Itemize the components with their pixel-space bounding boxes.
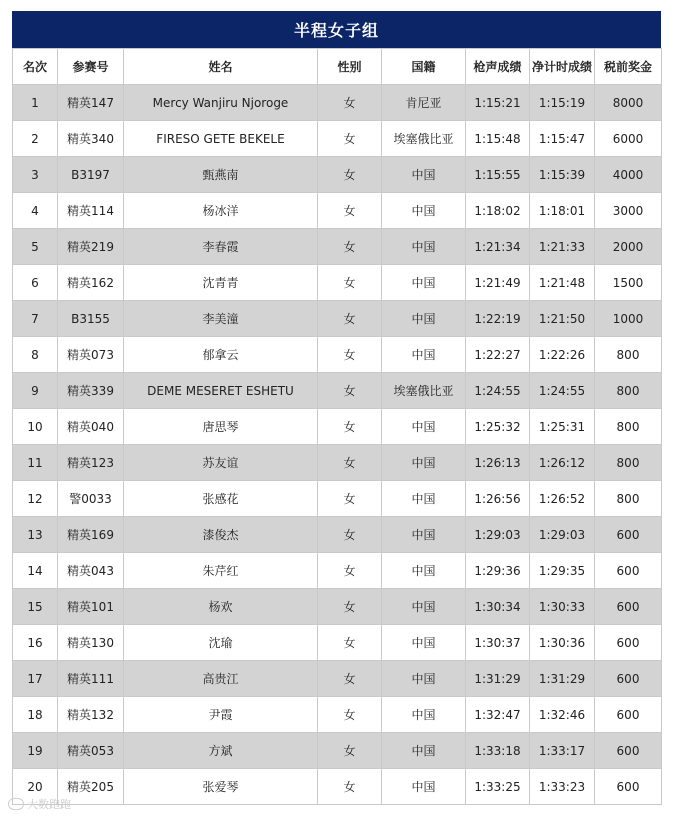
nationality-cell: 中国: [382, 301, 466, 337]
net-time-cell: 1:31:29: [530, 661, 595, 697]
gun-time-cell: 1:24:55: [466, 373, 530, 409]
table-row: [13, 769, 662, 805]
bib-cell: 精英111: [58, 661, 124, 697]
rank-cell: 13: [13, 517, 58, 553]
gender-cell: 女: [318, 85, 382, 121]
bib-cell: 精英132: [58, 697, 124, 733]
name-cell: 甄燕南: [124, 157, 318, 193]
rank-cell: 11: [13, 445, 58, 481]
name-cell: 朱芹红: [124, 553, 318, 589]
rank-cell: 15: [13, 589, 58, 625]
rank-cell: 14: [13, 553, 58, 589]
column-header-nationality: 国籍: [382, 49, 466, 85]
gender-cell: 女: [318, 373, 382, 409]
name-cell: Mercy Wanjiru Njoroge: [124, 85, 318, 121]
net-time-cell: 1:21:33: [530, 229, 595, 265]
gun-time-cell: 1:22:27: [466, 337, 530, 373]
column-header-prize: 税前奖金: [595, 49, 662, 85]
gun-time-cell: 1:31:29: [466, 661, 530, 697]
table-row: [13, 733, 662, 769]
rank-cell: 6: [13, 265, 58, 301]
rank-cell: 17: [13, 661, 58, 697]
rank-cell: 12: [13, 481, 58, 517]
nationality-cell: 中国: [382, 481, 466, 517]
table-row: [13, 337, 662, 373]
bib-cell: 精英114: [58, 193, 124, 229]
gun-time-cell: 1:30:34: [466, 589, 530, 625]
gun-time-cell: 1:26:13: [466, 445, 530, 481]
table-title: 半程女子组: [12, 11, 661, 48]
prize-cell: 600: [595, 733, 662, 769]
net-time-cell: 1:29:35: [530, 553, 595, 589]
gender-cell: 女: [318, 553, 382, 589]
net-time-cell: 1:18:01: [530, 193, 595, 229]
prize-cell: 600: [595, 697, 662, 733]
table-row: [13, 193, 662, 229]
name-cell: 杨欢: [124, 589, 318, 625]
nationality-cell: 中国: [382, 589, 466, 625]
net-time-cell: 1:33:17: [530, 733, 595, 769]
rank-cell: 4: [13, 193, 58, 229]
table-row: [13, 589, 662, 625]
table-row: [13, 661, 662, 697]
gun-time-cell: 1:21:34: [466, 229, 530, 265]
bib-cell: 精英147: [58, 85, 124, 121]
rank-cell: 7: [13, 301, 58, 337]
net-time-cell: 1:22:26: [530, 337, 595, 373]
nationality-cell: 中国: [382, 517, 466, 553]
rank-cell: 20: [13, 769, 58, 805]
nationality-cell: 中国: [382, 625, 466, 661]
column-header-rank: 名次: [13, 49, 58, 85]
prize-cell: 1000: [595, 301, 662, 337]
nationality-cell: 中国: [382, 337, 466, 373]
bib-cell: 警0033: [58, 481, 124, 517]
gender-cell: 女: [318, 481, 382, 517]
bib-cell: 精英219: [58, 229, 124, 265]
prize-cell: 800: [595, 337, 662, 373]
nationality-cell: 中国: [382, 157, 466, 193]
name-cell: 方斌: [124, 733, 318, 769]
net-time-cell: 1:30:36: [530, 625, 595, 661]
net-time-cell: 1:15:47: [530, 121, 595, 157]
rank-cell: 8: [13, 337, 58, 373]
name-cell: 杨冰洋: [124, 193, 318, 229]
name-cell: 尹霞: [124, 697, 318, 733]
name-cell: 高贵江: [124, 661, 318, 697]
gun-time-cell: 1:22:19: [466, 301, 530, 337]
gender-cell: 女: [318, 733, 382, 769]
bib-cell: 精英162: [58, 265, 124, 301]
nationality-cell: 中国: [382, 229, 466, 265]
nationality-cell: 中国: [382, 661, 466, 697]
net-time-cell: 1:15:39: [530, 157, 595, 193]
net-time-cell: 1:30:33: [530, 589, 595, 625]
column-header-name: 姓名: [124, 49, 318, 85]
net-time-cell: 1:25:31: [530, 409, 595, 445]
table-row: [13, 265, 662, 301]
prize-cell: 600: [595, 553, 662, 589]
nationality-cell: 中国: [382, 445, 466, 481]
gender-cell: 女: [318, 121, 382, 157]
gender-cell: 女: [318, 193, 382, 229]
nationality-cell: 中国: [382, 193, 466, 229]
name-cell: 苏友谊: [124, 445, 318, 481]
rank-cell: 3: [13, 157, 58, 193]
table-row: [13, 301, 662, 337]
prize-cell: 600: [595, 769, 662, 805]
nationality-cell: 中国: [382, 409, 466, 445]
table-body: [13, 85, 662, 805]
prize-cell: 600: [595, 517, 662, 553]
table-row: [13, 229, 662, 265]
nationality-cell: 中国: [382, 733, 466, 769]
results-table: [12, 48, 662, 805]
name-cell: 唐思琴: [124, 409, 318, 445]
bib-cell: 精英101: [58, 589, 124, 625]
bib-cell: 精英169: [58, 517, 124, 553]
name-cell: 李美潼: [124, 301, 318, 337]
name-cell: 张感花: [124, 481, 318, 517]
column-header-net-time: 净计时成绩: [530, 49, 595, 85]
gender-cell: 女: [318, 589, 382, 625]
bib-cell: 精英130: [58, 625, 124, 661]
column-header-bib: 参赛号: [58, 49, 124, 85]
table-row: [13, 121, 662, 157]
gun-time-cell: 1:29:36: [466, 553, 530, 589]
rank-cell: 16: [13, 625, 58, 661]
net-time-cell: 1:29:03: [530, 517, 595, 553]
bib-cell: 精英073: [58, 337, 124, 373]
gender-cell: 女: [318, 697, 382, 733]
table-row: [13, 157, 662, 193]
net-time-cell: 1:24:55: [530, 373, 595, 409]
watermark-text: 大数跑跑: [27, 798, 71, 811]
nationality-cell: 中国: [382, 769, 466, 805]
gun-time-cell: 1:32:47: [466, 697, 530, 733]
prize-cell: 3000: [595, 193, 662, 229]
gender-cell: 女: [318, 517, 382, 553]
net-time-cell: 1:26:12: [530, 445, 595, 481]
gun-time-cell: 1:15:55: [466, 157, 530, 193]
prize-cell: 8000: [595, 85, 662, 121]
prize-cell: 800: [595, 373, 662, 409]
rank-cell: 10: [13, 409, 58, 445]
nationality-cell: 中国: [382, 697, 466, 733]
prize-cell: 600: [595, 661, 662, 697]
nationality-cell: 肯尼亚: [382, 85, 466, 121]
column-header-gender: 性别: [318, 49, 382, 85]
gender-cell: 女: [318, 337, 382, 373]
nationality-cell: 埃塞俄比亚: [382, 373, 466, 409]
table-row: [13, 85, 662, 121]
gun-time-cell: 1:33:18: [466, 733, 530, 769]
name-cell: 漆俊杰: [124, 517, 318, 553]
column-header-gun-time: 枪声成绩: [466, 49, 530, 85]
watermark-logo-icon: [8, 798, 24, 810]
net-time-cell: 1:15:19: [530, 85, 595, 121]
name-cell: 郁拿云: [124, 337, 318, 373]
nationality-cell: 埃塞俄比亚: [382, 121, 466, 157]
gender-cell: 女: [318, 625, 382, 661]
gender-cell: 女: [318, 229, 382, 265]
bib-cell: B3197: [58, 157, 124, 193]
net-time-cell: 1:21:50: [530, 301, 595, 337]
gun-time-cell: 1:15:21: [466, 85, 530, 121]
name-cell: 沈青青: [124, 265, 318, 301]
bib-cell: B3155: [58, 301, 124, 337]
bib-cell: 精英040: [58, 409, 124, 445]
table-row: [13, 481, 662, 517]
table-row: [13, 553, 662, 589]
gun-time-cell: 1:33:25: [466, 769, 530, 805]
name-cell: 沈瑜: [124, 625, 318, 661]
gender-cell: 女: [318, 445, 382, 481]
prize-cell: 4000: [595, 157, 662, 193]
prize-cell: 6000: [595, 121, 662, 157]
bib-cell: 精英043: [58, 553, 124, 589]
rank-cell: 18: [13, 697, 58, 733]
net-time-cell: 1:26:52: [530, 481, 595, 517]
prize-cell: 600: [595, 589, 662, 625]
prize-cell: 1500: [595, 265, 662, 301]
rank-cell: 2: [13, 121, 58, 157]
gender-cell: 女: [318, 409, 382, 445]
table-row: [13, 625, 662, 661]
table-row: [13, 409, 662, 445]
gender-cell: 女: [318, 769, 382, 805]
gender-cell: 女: [318, 661, 382, 697]
prize-cell: 800: [595, 445, 662, 481]
name-cell: DEME MESERET ESHETU: [124, 373, 318, 409]
watermark: [8, 796, 71, 812]
results-table-container: [12, 11, 661, 805]
prize-cell: 600: [595, 625, 662, 661]
bib-cell: 精英205: [58, 769, 124, 805]
name-cell: FIRESO GETE BEKELE: [124, 121, 318, 157]
nationality-cell: 中国: [382, 265, 466, 301]
rank-cell: 19: [13, 733, 58, 769]
prize-cell: 800: [595, 481, 662, 517]
header-row: [13, 49, 662, 85]
table-row: [13, 697, 662, 733]
gun-time-cell: 1:18:02: [466, 193, 530, 229]
table-row: [13, 517, 662, 553]
bib-cell: 精英123: [58, 445, 124, 481]
gender-cell: 女: [318, 265, 382, 301]
prize-cell: 800: [595, 409, 662, 445]
gender-cell: 女: [318, 157, 382, 193]
gun-time-cell: 1:15:48: [466, 121, 530, 157]
net-time-cell: 1:21:48: [530, 265, 595, 301]
gender-cell: 女: [318, 301, 382, 337]
rank-cell: 5: [13, 229, 58, 265]
gun-time-cell: 1:25:32: [466, 409, 530, 445]
bib-cell: 精英339: [58, 373, 124, 409]
gun-time-cell: 1:30:37: [466, 625, 530, 661]
nationality-cell: 中国: [382, 553, 466, 589]
gun-time-cell: 1:26:56: [466, 481, 530, 517]
table-row: [13, 373, 662, 409]
gun-time-cell: 1:29:03: [466, 517, 530, 553]
rank-cell: 9: [13, 373, 58, 409]
net-time-cell: 1:32:46: [530, 697, 595, 733]
gun-time-cell: 1:21:49: [466, 265, 530, 301]
bib-cell: 精英340: [58, 121, 124, 157]
name-cell: 李春霞: [124, 229, 318, 265]
rank-cell: 1: [13, 85, 58, 121]
net-time-cell: 1:33:23: [530, 769, 595, 805]
table-row: [13, 445, 662, 481]
bib-cell: 精英053: [58, 733, 124, 769]
name-cell: 张爱琴: [124, 769, 318, 805]
prize-cell: 2000: [595, 229, 662, 265]
